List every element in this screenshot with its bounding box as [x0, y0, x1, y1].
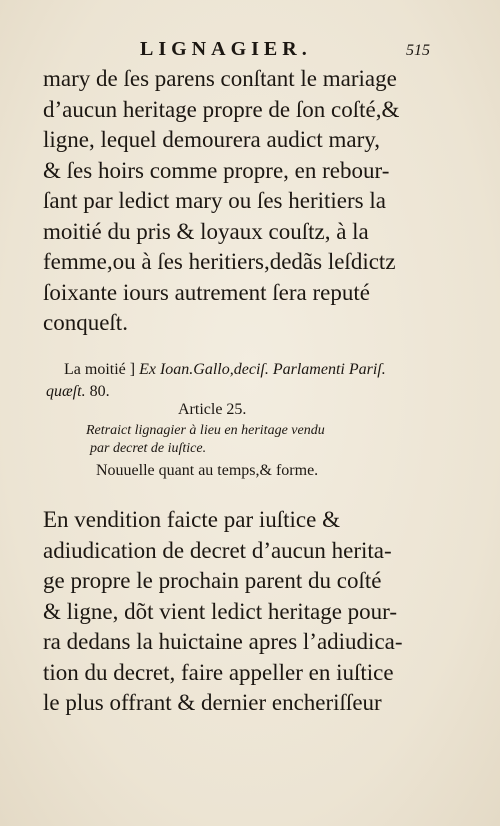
annotation-citation: Ex Ioan.Gallo,deciſ. Parlamenti Pariſ.	[139, 361, 386, 378]
paragraph-1-line: conqueſt.	[43, 310, 128, 335]
paragraph-2	[43, 505, 433, 719]
paragraph-1-line: ſoixante iours autrement ſera reputé	[43, 279, 370, 305]
paragraph-2-line: ra dedans la huictaine apres l’adiudica-	[43, 629, 403, 654]
paragraph-1-line: moitié du pris & loyaux couſtz, à la	[43, 218, 369, 244]
article-heading: Article 25.	[178, 401, 247, 418]
paragraph-2-line: tion du decret, faire appeller en iuſtice	[43, 659, 394, 685]
article-title: par decret de iuſtice.	[90, 441, 207, 456]
page-number: 515	[406, 42, 430, 59]
running-title: LIGNAGIER.	[140, 38, 312, 60]
paragraph-1-line: femme,ou à ſes heritiers,dedãs leſdictz	[43, 249, 396, 274]
annotation-lead: La moitié ]	[64, 361, 136, 378]
annotation-block	[46, 353, 436, 488]
paragraph-2-line: adiudication de decret d’aucun herita-	[43, 537, 392, 563]
paragraph-1-line: & ſes hoirs comme propre, en rebour-	[43, 157, 390, 183]
paragraph-2-line: ge propre le prochain parent du coſté	[43, 568, 382, 593]
paragraph-2-line: & ligne, dõt vient ledict heritage pour-	[43, 598, 398, 624]
paragraph-1-line: ſant par ledict mary ou ſes heritiers la	[43, 188, 386, 213]
annotation-number: 80.	[89, 383, 110, 400]
paragraph-2-line: En vendition faicte par iuſtice &	[43, 507, 340, 532]
paragraph-2-line: le plus offrant & dernier encheriſſeur	[43, 690, 382, 715]
paragraph-1-line: d’aucun heritage propre de ſon coſté,&	[43, 96, 400, 122]
novelty-note: Nouuelle quant au temps,& forme.	[96, 462, 319, 479]
paragraph-1-line: ligne, lequel demourera audict mary,	[43, 127, 380, 152]
article-title: Retraict lignagier à lieu en heritage vendu	[86, 423, 325, 438]
paragraph-1	[43, 64, 433, 339]
annotation-citation: quæſt.	[46, 383, 86, 400]
paragraph-1-line: mary de ſes parens conſtant le mariage	[43, 66, 397, 91]
running-head	[0, 38, 500, 66]
annotation-line	[64, 361, 386, 379]
annotation-line	[46, 383, 110, 401]
